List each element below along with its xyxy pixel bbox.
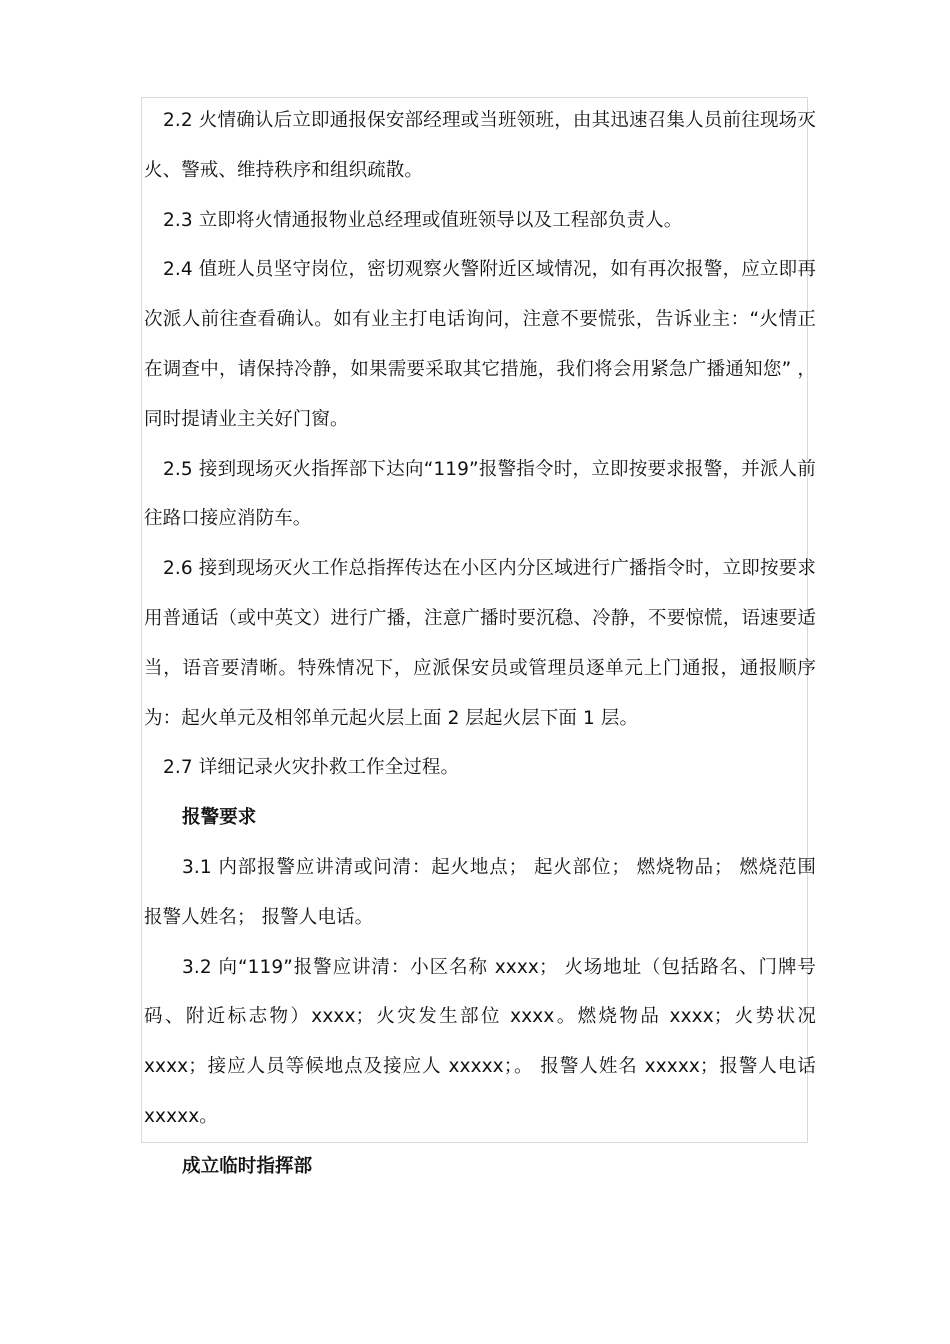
paragraph-2-2: 2.2 火情确认后立即通报保安部经理或当班领班，由其迅速召集人员前往现场灭火、警戒、维持秩序和组织疏散。 [144, 110, 816, 181]
paragraph-2-7: 2.7 详细记录火灾扑救工作全过程。 [163, 757, 460, 779]
paragraph-3-2: 3.2 向“119”报警应讲清：小区名称 xxxx； 火场地址（包括路名、门牌号码、附近标志物）xxxx；火灾发生部位 xxxx。燃烧物品 xxxx；火势状况 xxxx；接应人员等候地点及接应人 xxxxx；。 报警人姓名 xxxxx；报警人电话 xxxxx。 [144, 956, 816, 1127]
section-heading-alarm-requirements: 报警要求 [182, 807, 257, 829]
section-heading-temporary-command: 成立临时指挥部 [182, 1155, 313, 1177]
paragraph-3-1: 3.1 内部报警应讲清或问清：起火地点； 起火部位； 燃烧物品； 燃烧范围 报警人姓名； 报警人电话。 [144, 856, 816, 928]
document-body [144, 96, 816, 1192]
paragraph-2-4: 2.4 值班人员坚守岗位，密切观察火警附近区域情况，如有再次报警，应立即再次派人前往查看确认。如有业主打电话询问，注意不要慌张，告诉业主：“火情正在调查中，请保持冷静，如果需要采取其它措施，我们将会用紧急广播通知您” ，同时提请业主关好门窗。 [144, 259, 816, 430]
paragraph-2-3: 2.3 立即将火情通报物业总经理或值班领导以及工程部负责人。 [163, 209, 683, 231]
paragraph-2-5: 2.5 接到现场灭火指挥部下达向“119”报警指令时，立即按要求报警，并派人前往路口接应消防车。 [144, 458, 816, 530]
paragraph-2-6: 2.6 接到现场灭火工作总指挥传达在小区内分区域进行广播指令时，立即按要求用普通话（或中英文）进行广播，注意广播时要沉稳、冷静，不要惊慌，语速要适当，语音要清晰。特殊情况下，应派保安员或管理员逐单元上门通报，通报顺序为：起火单元及相邻单元起火层上面 2 层起火层下面 1 层。 [144, 558, 816, 729]
